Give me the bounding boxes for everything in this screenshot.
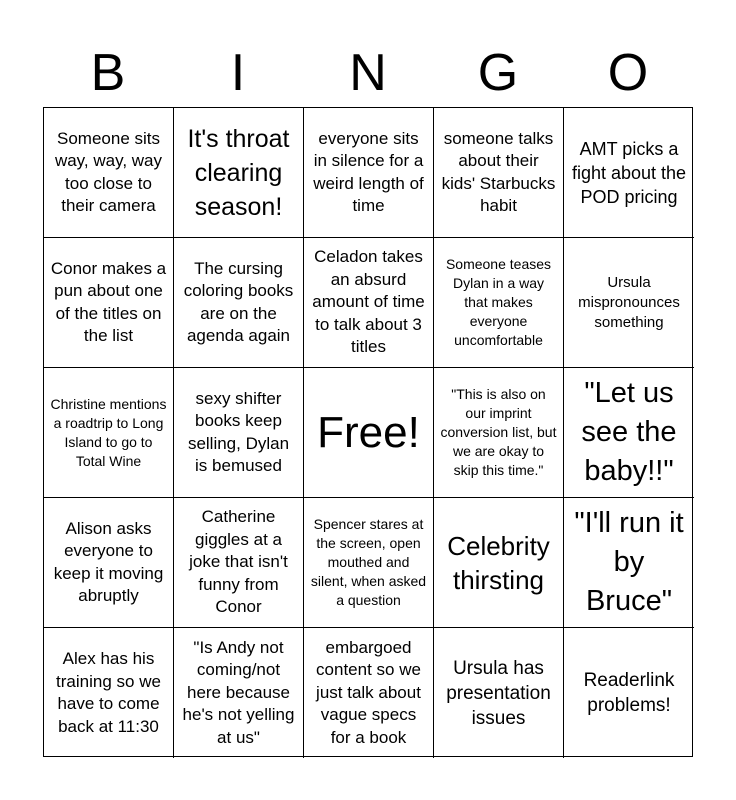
cell-text: sexy shifter books keep selling, Dylan is bemused bbox=[187, 388, 290, 475]
cell-text: Celebrity thirsting bbox=[447, 530, 550, 595]
bingo-cell[interactable] bbox=[304, 498, 434, 628]
bingo-cell[interactable] bbox=[44, 368, 174, 498]
bingo-cell[interactable] bbox=[434, 498, 564, 628]
cell-text: Alison asks everyone to keep it moving abruptly bbox=[53, 518, 164, 605]
free-space-cell[interactable] bbox=[304, 368, 434, 498]
header-letter-i: I bbox=[230, 44, 246, 102]
bingo-cell[interactable] bbox=[304, 108, 434, 238]
bingo-cell[interactable] bbox=[564, 108, 694, 238]
cell-text: Alex has his training so we have to come back at 11:30 bbox=[56, 649, 161, 736]
cell-text: Someone sits way, way, way too close to their camera bbox=[54, 128, 163, 215]
bingo-cell[interactable] bbox=[174, 368, 304, 498]
cell-text: Spencer stares at the screen, open mouthed and silent, when asked a question bbox=[310, 516, 427, 608]
cell-text: "Is Andy not coming/not here because he's not yelling at us" bbox=[182, 637, 295, 747]
bingo-cell[interactable] bbox=[174, 498, 304, 628]
bingo-cell[interactable] bbox=[564, 628, 694, 758]
bingo-cell[interactable] bbox=[434, 238, 564, 368]
cell-text: Someone teases Dylan in a way that makes everyone uncomfortable bbox=[445, 256, 552, 348]
bingo-cell[interactable] bbox=[44, 108, 174, 238]
bingo-cell[interactable] bbox=[434, 368, 564, 498]
bingo-cell[interactable] bbox=[564, 498, 694, 628]
header-letter-b: B bbox=[90, 44, 126, 102]
bingo-cell[interactable] bbox=[434, 628, 564, 758]
cell-text: AMT picks a fight about the POD pricing bbox=[571, 138, 687, 207]
header-letter-g: G bbox=[477, 44, 519, 102]
cell-text: embargoed content so we just talk about vague specs for a book bbox=[316, 637, 421, 747]
free-space-text: Free! bbox=[317, 407, 420, 457]
cell-text: everyone sits in silence for a weird length of time bbox=[313, 128, 424, 215]
cell-text: The cursing coloring books are on the agenda again bbox=[183, 258, 294, 345]
cell-text: Conor makes a pun about one of the titles on the list bbox=[50, 258, 167, 345]
bingo-cell[interactable] bbox=[174, 108, 304, 238]
cell-text: Christine mentions a roadtrip to Long Island to go to Total Wine bbox=[50, 395, 167, 469]
cell-text: Ursula has presentation issues bbox=[446, 657, 551, 729]
bingo-cell[interactable] bbox=[44, 498, 174, 628]
bingo-cell[interactable] bbox=[304, 628, 434, 758]
bingo-cell[interactable] bbox=[174, 628, 304, 758]
cell-text: someone talks about their kids' Starbucks habit bbox=[441, 128, 556, 215]
cell-text: "Let us see the baby!!" bbox=[581, 377, 677, 487]
bingo-board bbox=[43, 107, 693, 757]
cell-text: Readerlink problems! bbox=[583, 670, 675, 716]
bingo-cell[interactable] bbox=[44, 238, 174, 368]
bingo-cell[interactable] bbox=[434, 108, 564, 238]
bingo-header bbox=[43, 40, 693, 106]
bingo-cell[interactable] bbox=[174, 238, 304, 368]
header-letter-o: O bbox=[607, 44, 649, 102]
cell-text: Celadon takes an absurd amount of time to talk about 3 titles bbox=[312, 247, 425, 357]
bingo-cell[interactable] bbox=[564, 238, 694, 368]
cell-text: "This is also on our imprint conversion list, but we are okay to skip this time." bbox=[440, 386, 557, 478]
bingo-cell[interactable] bbox=[44, 628, 174, 758]
header-letter-n: N bbox=[349, 44, 387, 102]
bingo-cell[interactable] bbox=[304, 238, 434, 368]
cell-text: Catherine giggles at a joke that isn't funny from Conor bbox=[189, 507, 288, 617]
cell-text: "I'll run it by Bruce" bbox=[574, 507, 684, 617]
cell-text: Ursula mispronounces something bbox=[578, 273, 680, 331]
cell-text: It's throat clearing season! bbox=[187, 124, 290, 221]
bingo-cell[interactable] bbox=[564, 368, 694, 498]
